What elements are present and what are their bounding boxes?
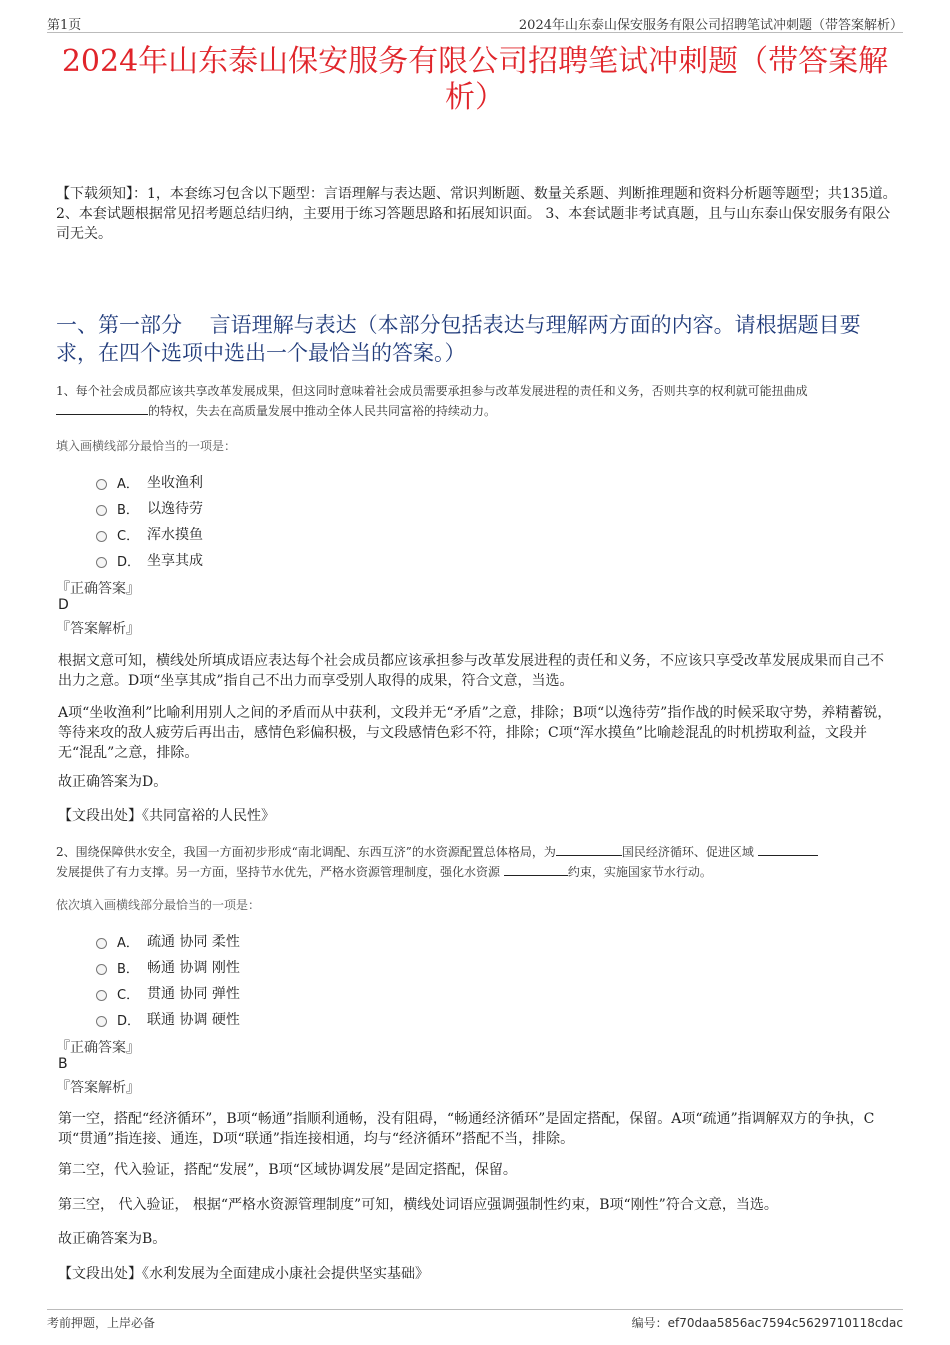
question-2-option-c[interactable]: C． 贯通 协同 弹性: [96, 983, 240, 1003]
question-2-option-b[interactable]: B． 畅通 协调 刚性: [96, 957, 240, 977]
question-1-option-d[interactable]: D． 坐享其成: [96, 550, 203, 570]
question-1-answer-heading: 『正确答案』: [56, 581, 140, 597]
question-2-analysis-heading: 『答案解析』: [56, 1080, 140, 1096]
question-1-option-a[interactable]: A． 坐收渔利: [96, 472, 203, 492]
question-2-stem: 2、围绕保障供水安全，我国一方面初步形成“南北调配、东西互济”的水资源配置总体格局，为 国民经济循环、促进区域 发展提供了有力支撑。另一方面，坚持节水优先，严格水资源管理制度，强化水资源 约束，实施国家节水行动。: [56, 842, 898, 882]
radio-icon[interactable]: [96, 505, 107, 516]
question-1-analysis-heading: 『答案解析』: [56, 621, 140, 637]
answer-blank: [56, 414, 148, 415]
question-2-analysis-p1: 第一空，搭配“经济循环”，B项“畅通”指顺利通畅，没有阻碍，“畅通经济循环”是固定搭配，保留。A项“疏通”指调解双方的争执，C项“贯通”指连接、通连，D项“联通”指连接相通，均与“经济循环”搭配不当，排除。: [58, 1111, 875, 1147]
question-2-answer: B: [58, 1056, 68, 1072]
question-1-option-b[interactable]: B． 以逸待劳: [96, 498, 203, 518]
header-doc-title: 2024年山东泰山保安服务有限公司招聘笔试冲刺题（带答案解析）: [518, 18, 903, 33]
radio-icon[interactable]: [96, 990, 107, 1001]
radio-icon[interactable]: [96, 557, 107, 568]
page-footer: [47, 1309, 903, 1330]
question-2-option-a[interactable]: A． 疏通 协同 柔性: [96, 931, 240, 951]
question-1-answer: D: [58, 597, 69, 613]
footer-code: 编号：ef70daa5856ac7594c5629710118cdac: [631, 1316, 903, 1330]
question-1-prompt: 填入画横线部分最恰当的一项是：: [56, 439, 237, 453]
question-1-analysis-p1: 根据文意可知，横线处所填成语应表达每个社会成员都应该承担参与改革发展进程的责任和义务，不应该只享受改革发展成果而自己不出力之意。D项“坐享其成”指自己不出力而享受别人取得的成果，符合文意，当选。: [58, 653, 884, 689]
document-title: 2024年山东泰山保安服务有限公司招聘笔试冲刺题（带答案解析）: [61, 44, 889, 115]
answer-blank: [758, 855, 818, 856]
section-heading: 一、第一部分 言语理解与表达（本部分包括表达与理解两方面的内容。请根据题目要求，在四个选项中选出一个最恰当的答案。）: [56, 313, 861, 365]
question-2-source: 【文段出处】《水利发展为全面建成小康社会提供坚实基础》: [58, 1266, 429, 1282]
question-2-analysis-p2: 第二空，代入验证，搭配“发展”，B项“区域协调发展”是固定搭配，保留。: [58, 1162, 517, 1178]
page-header: [47, 12, 903, 33]
question-1-analysis-p2: A项“坐收渔利”比喻利用别人之间的矛盾而从中获利，文段并无“矛盾”之意，排除；B项“以逸待劳”指作战的时候采取守势，养精蓄锐，等待来攻的敌人疲劳后再出击，感情色彩偏积极，与文段感情色彩不符，排除；C项“浑水摸鱼”比喻趁混乱的时机捞取利益，文段并无“混乱”之意，排除。: [58, 705, 892, 761]
question-2-option-d[interactable]: D． 联通 协调 硬性: [96, 1009, 240, 1029]
radio-icon[interactable]: [96, 1016, 107, 1027]
radio-icon[interactable]: [96, 964, 107, 975]
question-1-conclusion: 故正确答案为D。: [58, 774, 168, 790]
footer-slogan: 考前押题，上岸必备: [47, 1316, 156, 1330]
question-1-option-c[interactable]: C． 浑水摸鱼: [96, 524, 203, 544]
question-1-stem: 1、每个社会成员都应该共享改革发展成果，但这同时意味着社会成员需要承担参与改革发展进程的责任和义务，否则共享的权利就可能扭曲成 的特权，失去在高质量发展中推动全体人民共同富裕的持续动力。: [56, 384, 808, 418]
answer-blank: [556, 855, 622, 856]
question-1-source: 【文段出处】《共同富裕的人民性》: [58, 808, 275, 824]
page-number: 第1页: [47, 18, 82, 33]
question-2-prompt: 依次填入画横线部分最恰当的一项是：: [56, 898, 261, 912]
question-2-analysis-p3: 第三空， 代入验证， 根据“严格水资源管理制度”可知，横线处词语应强调强制性约束，B项“刚性”符合文意，当选。: [58, 1197, 778, 1213]
radio-icon[interactable]: [96, 479, 107, 490]
radio-icon[interactable]: [96, 938, 107, 949]
answer-blank: [504, 875, 568, 876]
question-2-conclusion: 故正确答案为B。: [58, 1231, 167, 1247]
question-2-answer-heading: 『正确答案』: [56, 1040, 140, 1056]
download-notice: 【下载须知】：1，本套练习包含以下题型：言语理解与表达题、常识判断题、数量关系题、判断推理题和资料分析题等题型；共135道。 2、本套试题根据常见招考题总结归纳，主要用于练习答题思路和拓展知识面。 3、本套试题非考试真题，且与山东泰山保安服务有限公司无关。: [56, 186, 897, 242]
radio-icon[interactable]: [96, 531, 107, 542]
